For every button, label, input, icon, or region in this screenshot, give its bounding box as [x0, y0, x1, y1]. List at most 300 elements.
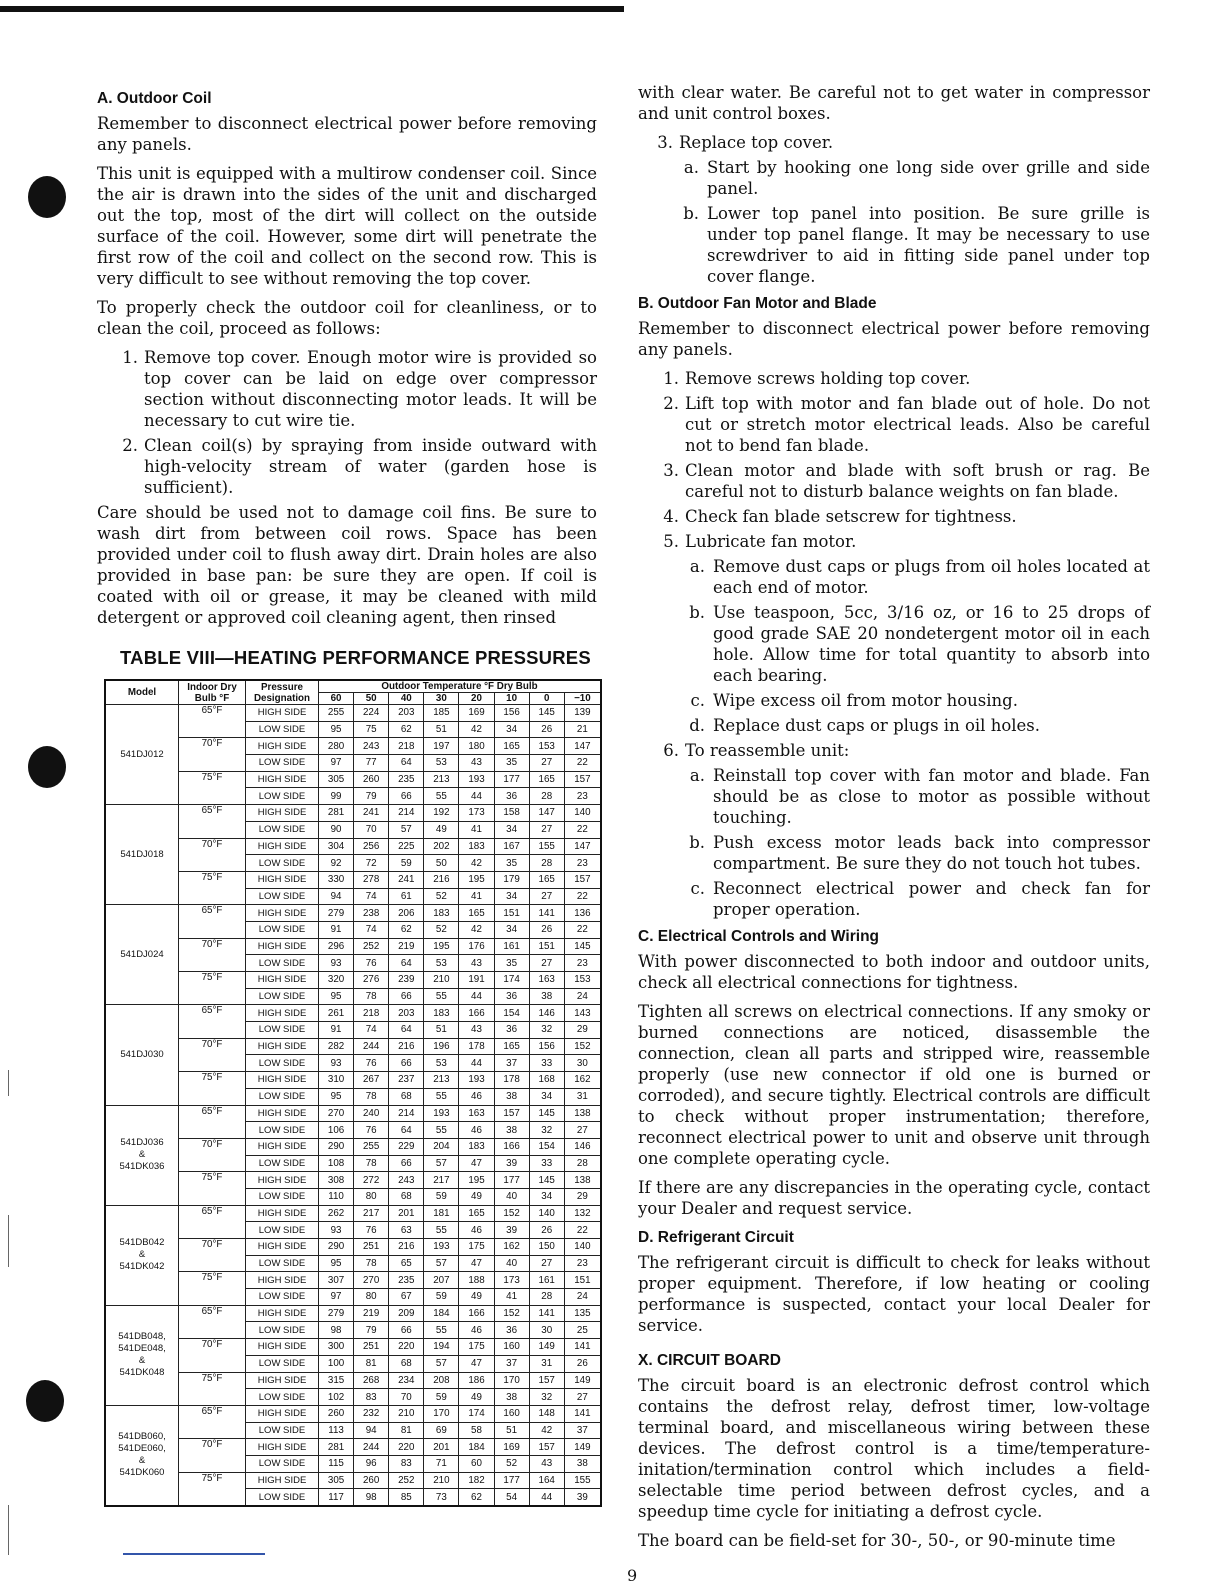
table-row [105, 1239, 601, 1256]
pressure-value-cell: 91 [319, 921, 354, 938]
model-cell [105, 1205, 179, 1305]
pressure-value-cell: 169 [459, 705, 494, 722]
pressure-value-cell: 241 [354, 805, 389, 822]
pressure-value-cell: 70 [389, 1389, 424, 1406]
pressure-value-cell: 193 [459, 1072, 494, 1089]
bulb-cell: 65°F [179, 905, 246, 938]
pressure-value-cell: 177 [494, 1472, 529, 1489]
pressure-value-cell: 161 [529, 1272, 564, 1289]
pressure-value-cell: 27 [564, 1122, 601, 1139]
section-x-p1: The circuit board is an electronic defrost control which contains the defrost relay, defrost timer, low-voltage terminal board, and miscellaneous wiring between these devices. The defrost control is a time/temperature-initation/termination control which includes a field-selectable time period between defrost cycles, and a speedup time cycle for initiating a defrost cycle. [638, 1376, 1150, 1521]
pressure-value-cell: 268 [354, 1372, 389, 1389]
pressure-value-cell: 83 [389, 1455, 424, 1472]
pressure-designation-cell: HIGH SIDE [246, 1038, 319, 1055]
pressure-value-cell: 27 [564, 1389, 601, 1406]
pressure-designation-cell: HIGH SIDE [246, 938, 319, 955]
table-row [105, 1205, 601, 1222]
pressure-value-cell: 23 [564, 955, 601, 972]
list-item: 6. To reassemble unit: [663, 741, 850, 760]
pressure-value-cell: 46 [459, 1122, 494, 1139]
list-item: 1. Remove top cover. Enough motor wire is provided so top cover can be laid on edge over compressor section without disconnecting motor leads. It will be necessary to cut wire tie. [122, 348, 597, 430]
table-row [105, 1172, 601, 1189]
pressure-value-cell: 218 [389, 738, 424, 755]
pressure-value-cell: 91 [319, 1022, 354, 1039]
pressure-value-cell: 41 [494, 1289, 529, 1306]
pressure-value-cell: 23 [564, 1255, 601, 1272]
model-cell [105, 705, 179, 805]
pressure-value-cell: 238 [354, 905, 389, 922]
pressure-value-cell: 55 [424, 1322, 459, 1339]
pressure-value-cell: 251 [354, 1239, 389, 1256]
table-row [105, 1305, 601, 1322]
pressure-value-cell: 213 [424, 1072, 459, 1089]
pressure-value-cell: 154 [494, 1005, 529, 1022]
pressure-value-cell: 97 [319, 755, 354, 772]
pressure-value-cell: 35 [494, 855, 529, 872]
pressure-value-cell: 37 [494, 1055, 529, 1072]
pressure-designation-cell: HIGH SIDE [246, 1339, 319, 1356]
pressure-value-cell: 146 [564, 1138, 601, 1155]
pressure-value-cell: 201 [389, 1205, 424, 1222]
pressure-value-cell: 218 [354, 1005, 389, 1022]
pressure-value-cell: 174 [494, 972, 529, 989]
pressure-value-cell: 216 [389, 1038, 424, 1055]
pressure-value-cell: 62 [389, 721, 424, 738]
pressure-value-cell: 78 [354, 988, 389, 1005]
pressure-value-cell: 34 [529, 1188, 564, 1205]
bulb-cell: 75°F [179, 1272, 246, 1305]
pressure-value-cell: 152 [564, 1038, 601, 1055]
pressure-value-cell: 177 [494, 1172, 529, 1189]
pressure-value-cell: 32 [529, 1389, 564, 1406]
pressure-designation-cell: HIGH SIDE [246, 1138, 319, 1155]
pressure-value-cell: 78 [354, 1255, 389, 1272]
bulb-cell: 65°F [179, 705, 246, 738]
pressure-value-cell: 270 [319, 1105, 354, 1122]
pressure-value-cell: 235 [389, 1272, 424, 1289]
pressure-value-cell: 22 [564, 888, 601, 905]
model-line: 541DJ036 [120, 1137, 164, 1149]
pressure-value-cell: 153 [564, 972, 601, 989]
pressure-value-cell: 34 [494, 721, 529, 738]
pressure-designation-cell: HIGH SIDE [246, 1439, 319, 1456]
pressure-value-cell: 41 [459, 821, 494, 838]
pressure-designation-cell: HIGH SIDE [246, 1472, 319, 1489]
section-x-p2: The board can be field-set for 30-, 50-, or 90-minute time [638, 1531, 1116, 1550]
pressure-value-cell: 44 [459, 988, 494, 1005]
pressure-value-cell: 183 [424, 1005, 459, 1022]
pressure-value-cell: 59 [424, 1389, 459, 1406]
pressure-value-cell: 95 [319, 1255, 354, 1272]
pressure-value-cell: 31 [564, 1088, 601, 1105]
pressure-value-cell: 22 [564, 1222, 601, 1239]
pressure-value-cell: 207 [424, 1272, 459, 1289]
pressure-value-cell: 235 [389, 771, 424, 788]
top-rule [0, 6, 624, 12]
bulb-cell: 75°F [179, 1472, 246, 1506]
pressure-value-cell: 183 [459, 838, 494, 855]
pressure-value-cell: 40 [494, 1255, 529, 1272]
pressure-value-cell: 53 [424, 755, 459, 772]
pressure-designation-cell: LOW SIDE [246, 1355, 319, 1372]
pressure-value-cell: 37 [494, 1355, 529, 1372]
pressure-value-cell: 320 [319, 972, 354, 989]
pressure-value-cell: 21 [564, 721, 601, 738]
list-item: 4. Check fan blade setscrew for tightness. [663, 507, 1017, 526]
pressure-designation-cell: HIGH SIDE [246, 1372, 319, 1389]
pressure-value-cell: 95 [319, 721, 354, 738]
pressure-value-cell: 147 [564, 738, 601, 755]
pressure-value-cell: 214 [389, 805, 424, 822]
pressure-value-cell: 47 [459, 1355, 494, 1372]
pressure-value-cell: 117 [319, 1489, 354, 1506]
pressure-value-cell: 67 [389, 1289, 424, 1306]
section-d-heading: D. Refrigerant Circuit [638, 1229, 794, 1246]
pressure-value-cell: 220 [389, 1439, 424, 1456]
pressure-value-cell: 90 [319, 821, 354, 838]
pressure-value-cell: 73 [424, 1489, 459, 1506]
table-row [105, 738, 601, 755]
pressure-value-cell: 95 [319, 1088, 354, 1105]
pressure-value-cell: 203 [389, 705, 424, 722]
pressure-value-cell: 178 [494, 1072, 529, 1089]
pressure-value-cell: 214 [389, 1105, 424, 1122]
pressure-value-cell: 182 [459, 1472, 494, 1489]
pressure-designation-cell: LOW SIDE [246, 721, 319, 738]
pressure-value-cell: 191 [459, 972, 494, 989]
pressure-designation-cell: HIGH SIDE [246, 1172, 319, 1189]
pressure-value-cell: 183 [459, 1138, 494, 1155]
pressure-value-cell: 110 [319, 1188, 354, 1205]
pressure-value-cell: 229 [389, 1138, 424, 1155]
pressure-value-cell: 160 [494, 1339, 529, 1356]
model-cell [105, 805, 179, 905]
list-subitem: a. Remove dust caps or plugs from oil holes located at each end of motor. [689, 557, 1150, 597]
pressure-value-cell: 24 [564, 988, 601, 1005]
pressure-value-cell: 22 [564, 921, 601, 938]
pressure-designation-cell: HIGH SIDE [246, 838, 319, 855]
pressure-value-cell: 41 [459, 888, 494, 905]
list-subitem: d. Replace dust caps or plugs in oil holes. [689, 716, 1041, 735]
pressure-value-cell: 176 [459, 938, 494, 955]
pressure-value-cell: 31 [529, 1355, 564, 1372]
pressure-value-cell: 36 [494, 1022, 529, 1039]
pressure-value-cell: 60 [459, 1455, 494, 1472]
section-c-p3: If there are any discrepancies in the operating cycle, contact your Dealer and request service. [638, 1178, 1150, 1218]
pressure-value-cell: 195 [459, 871, 494, 888]
table-row [105, 871, 601, 888]
pressure-value-cell: 156 [529, 1038, 564, 1055]
temp-header: 10 [494, 693, 529, 705]
margin-mark [8, 1070, 9, 1096]
bulb-cell: 65°F [179, 1205, 246, 1238]
pressure-value-cell: 146 [529, 1005, 564, 1022]
pressure-designation-cell: LOW SIDE [246, 1122, 319, 1139]
temp-header: 30 [424, 693, 459, 705]
pressure-value-cell: 38 [494, 1389, 529, 1406]
pressure-value-cell: 163 [459, 1105, 494, 1122]
pressure-value-cell: 252 [389, 1472, 424, 1489]
section-c-p2: Tighten all screws on electrical connections. If any smoky or burned connections are noticed, disassemble the connection, clean all parts and stripped wire, reassemble properly (use new connector if old one is burned or corroded), and secure tightly. Electrical controls are difficult to check without proper instrumentation; therefore, reconnect electrical power to unit and observe unit through one complete operating cycle. [638, 1002, 1150, 1168]
pressure-value-cell: 27 [529, 755, 564, 772]
pressure-value-cell: 282 [319, 1038, 354, 1055]
pressure-value-cell: 170 [494, 1372, 529, 1389]
pressure-value-cell: 239 [389, 972, 424, 989]
pressure-value-cell: 68 [389, 1355, 424, 1372]
pressure-value-cell: 38 [494, 1088, 529, 1105]
pressure-value-cell: 170 [424, 1405, 459, 1422]
pressure-value-cell: 65 [389, 1255, 424, 1272]
section-a-heading: A. Outdoor Coil [97, 90, 212, 107]
pressure-value-cell: 216 [389, 1239, 424, 1256]
pressure-value-cell: 49 [459, 1188, 494, 1205]
pressure-value-cell: 57 [389, 821, 424, 838]
pressure-value-cell: 185 [424, 705, 459, 722]
pressure-value-cell: 66 [389, 988, 424, 1005]
pressure-value-cell: 232 [354, 1405, 389, 1422]
pressure-value-cell: 193 [424, 1239, 459, 1256]
pressure-value-cell: 74 [354, 1022, 389, 1039]
pressure-value-cell: 149 [529, 1339, 564, 1356]
pressure-value-cell: 210 [389, 1405, 424, 1422]
pressure-designation-cell: LOW SIDE [246, 1222, 319, 1239]
pressure-value-cell: 145 [564, 938, 601, 955]
pressure-designation-cell: LOW SIDE [246, 1289, 319, 1306]
pressure-value-cell: 27 [529, 1255, 564, 1272]
table-row [105, 1138, 601, 1155]
pressure-value-cell: 49 [459, 1289, 494, 1306]
pressure-value-cell: 66 [389, 788, 424, 805]
pressure-value-cell: 27 [529, 955, 564, 972]
pressure-value-cell: 152 [494, 1305, 529, 1322]
pressure-designation-cell: LOW SIDE [246, 988, 319, 1005]
pressure-designation-cell: LOW SIDE [246, 1155, 319, 1172]
section-a-p3: To properly check the outdoor coil for cleanliness, or to clean the coil, proceed as follows: [97, 298, 597, 338]
pressure-value-cell: 37 [564, 1422, 601, 1439]
pressure-value-cell: 38 [564, 1455, 601, 1472]
pressure-value-cell: 58 [459, 1422, 494, 1439]
pressure-value-cell: 54 [494, 1489, 529, 1506]
pressure-value-cell: 42 [459, 721, 494, 738]
pressure-value-cell: 30 [564, 1055, 601, 1072]
list-subitem: c. Wipe excess oil from motor housing. [690, 691, 1018, 710]
pressure-value-cell: 34 [529, 1088, 564, 1105]
pressure-value-cell: 94 [319, 888, 354, 905]
pressure-value-cell: 132 [564, 1205, 601, 1222]
pressure-value-cell: 46 [459, 1222, 494, 1239]
pressure-value-cell: 181 [424, 1205, 459, 1222]
pressure-value-cell: 141 [564, 1339, 601, 1356]
pressure-value-cell: 195 [459, 1172, 494, 1189]
pressure-designation-cell: HIGH SIDE [246, 871, 319, 888]
table-row [105, 1105, 601, 1122]
pressure-value-cell: 64 [389, 955, 424, 972]
pressure-value-cell: 26 [529, 1222, 564, 1239]
pressure-value-cell: 93 [319, 1055, 354, 1072]
bulb-cell: 75°F [179, 771, 246, 804]
model-line: 541DK042 [119, 1261, 165, 1273]
pressure-value-cell: 28 [529, 855, 564, 872]
pressure-value-cell: 186 [459, 1372, 494, 1389]
model-line: 541DJ030 [120, 1048, 164, 1060]
pressure-value-cell: 139 [564, 705, 601, 722]
model-line: 541DB042 [119, 1237, 165, 1249]
bulb-cell: 75°F [179, 871, 246, 904]
pressure-value-cell: 141 [529, 1305, 564, 1322]
bulb-cell: 65°F [179, 1405, 246, 1438]
list-item: 2. Clean coil(s) by spraying from inside outward with high-velocity stream of water (garden hose is sufficient). [122, 436, 597, 497]
pressure-value-cell: 260 [354, 771, 389, 788]
bulb-cell: 70°F [179, 838, 246, 871]
pressure-value-cell: 225 [389, 838, 424, 855]
model-line: 541DJ024 [120, 948, 164, 960]
step2-continuation: Care should be used not to damage coil fins. Be sure to wash dirt from between coil rows. Space has been provided under coil to flush away dirt. Drain holes are also provided in base pan: be sure they are open. If coil is coated with oil or grease, it may be cleaned with mild detergent or approved coil cleaning agent, then rinsed [97, 503, 597, 627]
pressure-value-cell: 47 [459, 1255, 494, 1272]
pressure-value-cell: 279 [319, 905, 354, 922]
bulb-cell: 70°F [179, 1138, 246, 1171]
pressure-value-cell: 96 [354, 1455, 389, 1472]
pressure-value-cell: 175 [459, 1339, 494, 1356]
pressure-value-cell: 36 [494, 988, 529, 1005]
pressure-value-cell: 135 [564, 1305, 601, 1322]
pressure-value-cell: 166 [459, 1005, 494, 1022]
pressure-value-cell: 98 [319, 1322, 354, 1339]
pressure-value-cell: 81 [389, 1422, 424, 1439]
pressure-value-cell: 157 [564, 871, 601, 888]
pressure-value-cell: 106 [319, 1122, 354, 1139]
heating-performance-table [104, 679, 602, 1507]
pressure-value-cell: 66 [389, 1055, 424, 1072]
pressure-value-cell: 35 [494, 955, 529, 972]
pressure-value-cell: 183 [424, 905, 459, 922]
pressure-value-cell: 178 [459, 1038, 494, 1055]
pressure-value-cell: 78 [354, 1155, 389, 1172]
model-line: & [138, 1455, 146, 1467]
pressure-designation-cell: HIGH SIDE [246, 805, 319, 822]
pressure-value-cell: 157 [529, 1439, 564, 1456]
pressure-value-cell: 241 [389, 871, 424, 888]
pressure-value-cell: 57 [424, 1155, 459, 1172]
pressure-value-cell: 157 [529, 1372, 564, 1389]
pressure-designation-cell: LOW SIDE [246, 1455, 319, 1472]
model-line: & [138, 1355, 146, 1367]
temp-header: 50 [354, 693, 389, 705]
pressure-value-cell: 260 [319, 1405, 354, 1422]
model-line: 541DJ018 [120, 848, 164, 860]
bulb-cell: 65°F [179, 1005, 246, 1038]
temp-header: 0 [529, 693, 564, 705]
pressure-value-cell: 29 [564, 1188, 601, 1205]
pressure-value-cell: 154 [529, 1138, 564, 1155]
bulb-cell: 70°F [179, 1239, 246, 1272]
pressure-value-cell: 197 [424, 738, 459, 755]
pressure-value-cell: 164 [529, 1472, 564, 1489]
pressure-value-cell: 300 [319, 1339, 354, 1356]
pressure-value-cell: 43 [529, 1455, 564, 1472]
pressure-value-cell: 141 [564, 1405, 601, 1422]
pressure-designation-cell: HIGH SIDE [246, 738, 319, 755]
pressure-value-cell: 147 [529, 805, 564, 822]
pressure-value-cell: 42 [459, 921, 494, 938]
pressure-value-cell: 243 [389, 1172, 424, 1189]
table-row [105, 805, 601, 822]
pressure-value-cell: 36 [494, 788, 529, 805]
pressure-value-cell: 85 [389, 1489, 424, 1506]
pressure-value-cell: 193 [424, 1105, 459, 1122]
pressure-value-cell: 165 [459, 1205, 494, 1222]
pressure-value-cell: 330 [319, 871, 354, 888]
pressure-value-cell: 165 [494, 738, 529, 755]
pressure-value-cell: 210 [424, 1472, 459, 1489]
pressure-designation-cell: HIGH SIDE [246, 1205, 319, 1222]
pressure-value-cell: 234 [389, 1372, 424, 1389]
binder-hole-top [28, 176, 66, 218]
pressure-value-cell: 194 [424, 1339, 459, 1356]
table-row [105, 972, 601, 989]
table-row [105, 1038, 601, 1055]
pressure-value-cell: 315 [319, 1372, 354, 1389]
bulb-cell: 65°F [179, 1105, 246, 1138]
table-row [105, 771, 601, 788]
bulb-cell: 75°F [179, 972, 246, 1005]
pressure-value-cell: 305 [319, 1472, 354, 1489]
pressure-value-cell: 307 [319, 1272, 354, 1289]
pressure-value-cell: 213 [424, 771, 459, 788]
bulb-cell: 75°F [179, 1372, 246, 1405]
pressure-value-cell: 44 [459, 1055, 494, 1072]
pressure-designation-cell: HIGH SIDE [246, 771, 319, 788]
pressure-value-cell: 49 [459, 1389, 494, 1406]
pressure-value-cell: 174 [459, 1405, 494, 1422]
pressure-value-cell: 102 [319, 1389, 354, 1406]
list-item: 2. Lift top with motor and fan blade out of hole. Do not cut or stretch motor electrical leads. Also be careful not to bend fan blade. [663, 394, 1150, 455]
pressure-designation-cell: HIGH SIDE [246, 905, 319, 922]
pressure-value-cell: 267 [354, 1072, 389, 1089]
col-header-bulb: Indoor Dry Bulb °F [179, 680, 246, 705]
section-d-p1: The refrigerant circuit is difficult to check for leaks without proper equipment. Therefore, if low heating or cooling performance is suspected, contact your local Dealer for service. [638, 1253, 1150, 1335]
pressure-value-cell: 208 [424, 1372, 459, 1389]
pressure-value-cell: 202 [424, 838, 459, 855]
pressure-value-cell: 27 [529, 888, 564, 905]
pressure-value-cell: 155 [529, 838, 564, 855]
pressure-value-cell: 26 [529, 721, 564, 738]
pressure-value-cell: 29 [564, 1022, 601, 1039]
pressure-value-cell: 95 [319, 988, 354, 1005]
table-row [105, 905, 601, 922]
pressure-value-cell: 204 [424, 1138, 459, 1155]
pressure-value-cell: 25 [564, 1322, 601, 1339]
pressure-value-cell: 244 [354, 1038, 389, 1055]
pressure-value-cell: 261 [319, 1005, 354, 1022]
model-line: 541DB048, [118, 1331, 166, 1343]
pressure-designation-cell: HIGH SIDE [246, 1305, 319, 1322]
pressure-value-cell: 219 [389, 938, 424, 955]
table-row [105, 1405, 601, 1422]
model-line: 541DJ012 [120, 748, 164, 760]
pressure-value-cell: 177 [494, 771, 529, 788]
pressure-value-cell: 59 [424, 1289, 459, 1306]
pressure-value-cell: 217 [354, 1205, 389, 1222]
pressure-value-cell: 143 [564, 1005, 601, 1022]
pressure-value-cell: 63 [389, 1222, 424, 1239]
pressure-value-cell: 52 [424, 921, 459, 938]
pressure-value-cell: 49 [424, 821, 459, 838]
pressure-value-cell: 78 [354, 1088, 389, 1105]
list-item: 3. Clean motor and blade with soft brush or rag. Be careful not to disturb balance weights on fan blade. [663, 461, 1150, 501]
temp-header: 40 [389, 693, 424, 705]
binder-hole-bottom [26, 1380, 64, 1422]
list-item: 1. Remove screws holding top cover. [663, 369, 971, 388]
